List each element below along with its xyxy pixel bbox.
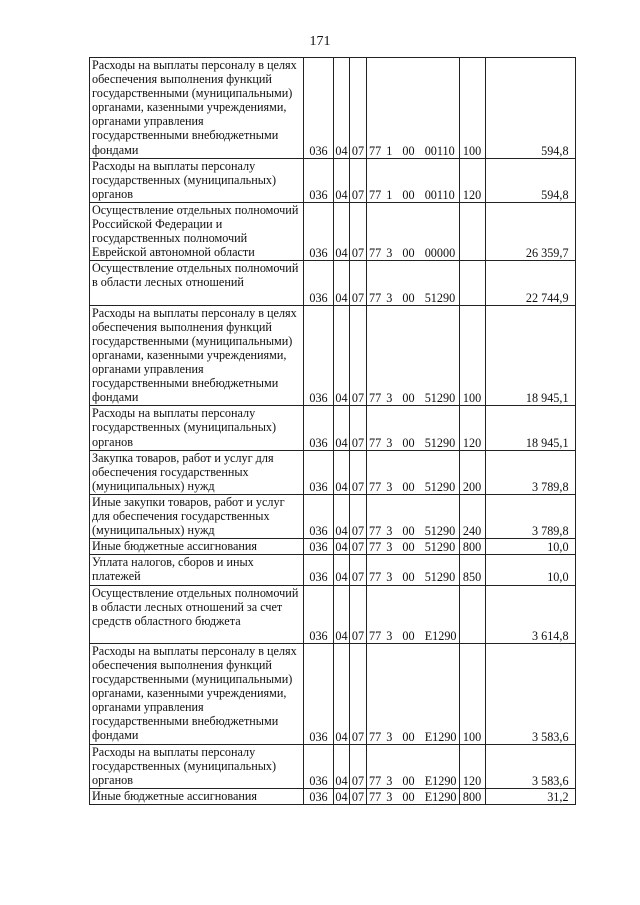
section-code-cell: 04 [334, 406, 350, 450]
expense-type-cell: 100 [459, 643, 485, 744]
org-code-cell: 036 [304, 202, 334, 260]
org-code-cell: 036 [304, 158, 334, 202]
amount-cell: 22 744,9 [485, 261, 575, 305]
amount-cell: 26 359,7 [485, 202, 575, 260]
amount-cell: 3 614,8 [485, 585, 575, 643]
table-row [90, 261, 576, 305]
description-cell: Расходы на выплаты персоналу государственных (муниципальных) органов [90, 158, 304, 202]
subsection-code-cell: 07 [350, 585, 367, 643]
description-cell: Расходы на выплаты персоналу государственных (муниципальных) органов [90, 406, 304, 450]
section-code-cell: 04 [335, 789, 348, 804]
amount-cell: 31,2 [485, 788, 575, 804]
table-row [90, 450, 576, 494]
amount-cell: 10,0 [485, 555, 575, 585]
amount-cell: 594,8 [485, 158, 575, 202]
target-article-cell: 77 3 00 51290 [367, 261, 460, 305]
expense-type-cell: 200 [459, 450, 485, 494]
page-number: 171 [309, 34, 331, 49]
target-article-cell: 77 1 00 00110 [367, 158, 460, 202]
amount-cell: 3 789,8 [485, 494, 575, 538]
target-article-cell: 77 3 00 51290 [367, 450, 460, 494]
amount-cell: 3 583,6 [485, 744, 575, 788]
description-cell: Иные бюджетные ассигнования [90, 788, 304, 804]
budget-table-body [90, 58, 576, 805]
subsection-code-cell: 07 [350, 58, 367, 159]
target-article-cell: 77 3 00 51290 [367, 555, 460, 585]
target-article-cell: 77 3 00 Е1290 [367, 585, 460, 643]
expense-type-cell: 100 [459, 58, 485, 159]
subsection-code-cell: 07 [350, 744, 367, 788]
target-article-cell: 77 3 00 00000 [367, 202, 460, 260]
description-cell: Иные закупки товаров, работ и услуг для обеспечения государственных (муниципальных) нужд [90, 494, 304, 538]
expense-type-cell: 800 [459, 539, 485, 555]
section-code-cell: 04 [334, 158, 350, 202]
subsection-code-cell: 07 [350, 494, 367, 538]
description-cell: Расходы на выплаты персоналу в целях обеспечения выполнения функций государственными (муниципальными) органами, казенными учреждениями, органами управления государственными внебюджетными фондами [90, 643, 304, 744]
description-cell: Расходы на выплаты персоналу государственных (муниципальных) органов [90, 744, 304, 788]
amount-cell: 3 583,6 [485, 643, 575, 744]
description-cell: Иные бюджетные ассигнования [90, 539, 304, 555]
description-cell: Осуществление отдельных полномочий в области лесных отношений [90, 261, 304, 305]
amount-cell: 18 945,1 [485, 406, 575, 450]
target-article-cell: 77 3 00 51290 [367, 494, 460, 538]
expense-type-cell: 800 [459, 788, 485, 804]
section-code-cell: 04 [334, 643, 350, 744]
table-row [90, 158, 576, 202]
section-code-cell: 04 [334, 202, 350, 260]
subsection-code-cell: 07 [350, 202, 367, 260]
description-cell: Расходы на выплаты персоналу в целях обеспечения выполнения функций государственными (муниципальными) органами, казенными учреждениями, органами управления государственными внебюджетными фондами [90, 305, 304, 406]
org-code-cell: 036 [304, 555, 334, 585]
section-code-cell: 04 [334, 261, 350, 305]
description-cell: Осуществление отдельных полномочий в области лесных отношений за счет средств областного бюджета [90, 585, 304, 643]
description-cell: Закупка товаров, работ и услуг для обеспечения государственных (муниципальных) нужд [90, 450, 304, 494]
table-row [90, 555, 576, 585]
org-code-cell: 036 [304, 494, 334, 538]
org-code-cell: 036 [304, 585, 334, 643]
subsection-code-cell: 07 [350, 158, 367, 202]
expense-type-cell [459, 585, 485, 643]
org-code-cell: 036 [304, 450, 334, 494]
expense-type-cell: 120 [459, 158, 485, 202]
table-row [90, 744, 576, 788]
table-row [90, 539, 576, 555]
org-code-cell: 036 [304, 643, 334, 744]
org-code-cell: 036 [304, 406, 334, 450]
section-code-cell: 04 [334, 585, 350, 643]
expense-type-cell: 240 [459, 494, 485, 538]
section-code-cell: 04 [334, 450, 350, 494]
target-article-cell: 77 3 00 Е1290 [367, 643, 460, 744]
subsection-code-cell: 07 [350, 305, 367, 406]
org-code-cell: 036 [304, 58, 334, 159]
target-article-cell: 77 1 00 00110 [367, 58, 460, 159]
table-row [90, 585, 576, 643]
amount-cell: 18 945,1 [485, 305, 575, 406]
subsection-code-cell: 07 [350, 406, 367, 450]
section-code-cell: 04 [334, 555, 350, 585]
target-article-cell: 77 3 00 51290 [367, 406, 460, 450]
description-cell: Уплата налогов, сборов и иных платежей [90, 555, 304, 585]
expense-type-cell: 120 [459, 406, 485, 450]
subsection-code-cell: 07 [350, 555, 367, 585]
amount-cell: 594,8 [485, 58, 575, 159]
subsection-code-cell: 07 [350, 643, 367, 744]
table-row [90, 643, 576, 744]
subsection-code-cell: 07 [350, 788, 367, 804]
subsection-code-cell: 07 [350, 261, 367, 305]
table-row [90, 494, 576, 538]
expense-type-cell: 100 [459, 305, 485, 406]
section-code-cell: 04 [334, 494, 350, 538]
expense-type-cell [459, 261, 485, 305]
target-article-cell: 77 3 00 Е1290 [367, 788, 460, 804]
target-article-cell: 77 3 00 51290 [367, 539, 460, 555]
subsection-code-cell: 07 [350, 450, 367, 494]
section-code-cell: 04 [334, 744, 350, 788]
target-article-cell: 77 3 00 51290 [367, 305, 460, 406]
subsection-code-cell: 07 [350, 539, 367, 555]
expense-type-cell: 120 [459, 744, 485, 788]
expense-type-cell [459, 202, 485, 260]
org-code-cell: 036 [304, 744, 334, 788]
description-cell: Расходы на выплаты персоналу в целях обеспечения выполнения функций государственными (муниципальными) органами, казенными учреждениями, органами управления государственными внебюджетными фондами [90, 58, 304, 159]
expense-type-cell: 850 [459, 555, 485, 585]
table-row [90, 788, 576, 804]
budget-table [89, 57, 576, 805]
org-code-cell: 036 [304, 261, 334, 305]
description-cell: Осуществление отдельных полномочий Российской Федерации и государственных полномочий Еврейской автономной области [90, 202, 304, 260]
section-code-cell: 04 [335, 540, 348, 555]
org-code-cell: 036 [304, 788, 334, 804]
org-code-cell: 036 [304, 539, 334, 555]
section-code-cell: 04 [334, 305, 350, 406]
amount-cell: 10,0 [485, 539, 575, 555]
table-row [90, 58, 576, 159]
amount-cell: 3 789,8 [485, 450, 575, 494]
section-code-cell: 04 [334, 58, 350, 159]
table-row [90, 406, 576, 450]
table-row [90, 202, 576, 260]
table-row [90, 305, 576, 406]
org-code-cell: 036 [304, 305, 334, 406]
target-article-cell: 77 3 00 Е1290 [367, 744, 460, 788]
